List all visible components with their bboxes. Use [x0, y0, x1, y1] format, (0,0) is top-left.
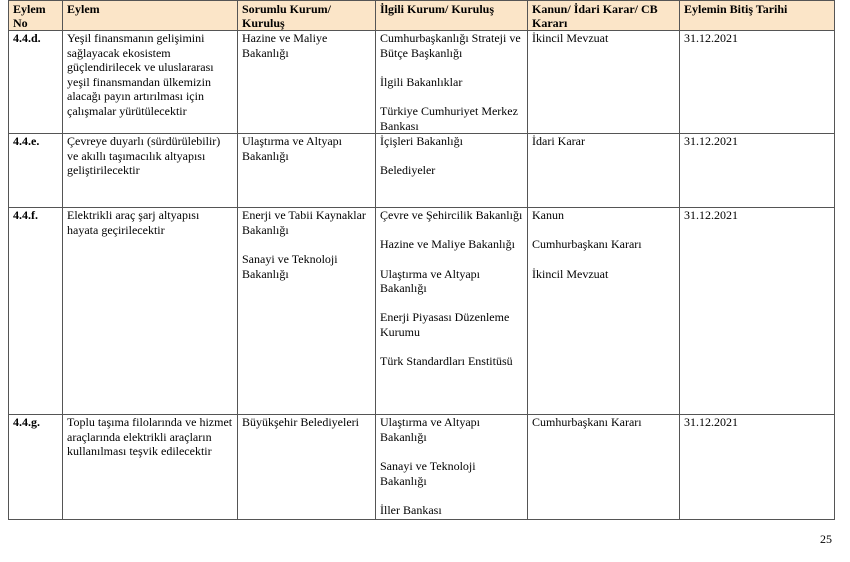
- deadline-date: 31.12.2021: [680, 31, 835, 134]
- action-number: 4.4.g.: [9, 415, 63, 520]
- responsible-institution: Sanayi ve Teknoloji Bakanlığı: [242, 251, 338, 281]
- related-cell: [376, 134, 528, 208]
- related-institution: Ulaştırma ve Altyapı Bakanlığı: [380, 266, 480, 296]
- legal-basis: Kanun: [532, 208, 564, 223]
- table-row: [9, 134, 835, 208]
- related-institution: İller Bankası: [380, 502, 442, 517]
- related-cell: [376, 208, 528, 415]
- table-row: [9, 415, 835, 520]
- legal-cell: [528, 208, 680, 415]
- responsible-institution: Enerji ve Tabii Kaynaklar Bakanlığı: [242, 208, 366, 237]
- table-row: [9, 31, 835, 134]
- related-institution: Belediyeler: [380, 163, 436, 178]
- related-institution: Ulaştırma ve Altyapı Bakanlığı: [380, 415, 480, 444]
- related-cell: [376, 31, 528, 134]
- related-institution: Enerji Piyasası Düzenleme Kurumu: [380, 310, 510, 339]
- action-text: Çevreye duyarlı (sürdürülebilir) ve akıllı taşımacılık altyapısı geliştirilecektir: [63, 134, 238, 208]
- legal-cell: [528, 415, 680, 520]
- header-deadline: Eylemin Bitiş Tarihi: [680, 1, 835, 31]
- legal-basis: Cumhurbaşkanı Kararı: [532, 415, 642, 430]
- responsible-cell: [238, 208, 376, 415]
- related-institution: Sanayi ve Teknoloji Bakanlığı: [380, 458, 476, 488]
- related-institution: İlgili Bakanlıklar: [380, 74, 463, 89]
- action-plan-table: [8, 0, 835, 520]
- action-number: 4.4.e.: [9, 134, 63, 208]
- header-legal-basis: Kanun/ İdari Karar/ CB Kararı: [528, 1, 680, 31]
- deadline-date: 31.12.2021: [680, 134, 835, 208]
- action-text: Toplu taşıma filolarında ve hizmet araçlarında elektrikli araçların kullanılması teşvik edilecektir: [63, 415, 238, 520]
- responsible-cell: [238, 134, 376, 208]
- legal-cell: [528, 134, 680, 208]
- related-institution: Türk Standardları Enstitüsü: [380, 354, 513, 369]
- related-institution: Türkiye Cumhuriyet Merkez Bankası: [380, 103, 518, 133]
- related-cell: [376, 415, 528, 520]
- responsible-institution: Büyükşehir Belediyeleri: [242, 415, 359, 430]
- legal-basis: İdari Karar: [532, 134, 585, 149]
- action-number: 4.4.f.: [9, 208, 63, 415]
- legal-basis: İkincil Mevzuat: [532, 266, 609, 281]
- header-related: İlgili Kurum/ Kuruluş: [376, 1, 528, 31]
- header-row: [9, 1, 835, 31]
- action-text: Yeşil finansmanın gelişimini sağlayacak ekosistem güçlendirilecek ve uluslararası yeşil finansmandan ülkemizin alacağı payın artırılması için çalışmalar yürütülecektir: [63, 31, 238, 134]
- action-text: Elektrikli araç şarj altyapısı hayata geçirilecektir: [63, 208, 238, 415]
- responsible-institution: Ulaştırma ve Altyapı Bakanlığı: [242, 134, 342, 163]
- related-institution: Hazine ve Maliye Bakanlığı: [380, 237, 515, 252]
- page-number: 25: [820, 532, 832, 546]
- deadline-date: 31.12.2021: [680, 415, 835, 520]
- action-number: 4.4.d.: [9, 31, 63, 134]
- legal-basis: Cumhurbaşkanı Kararı: [532, 237, 642, 252]
- related-institution: Çevre ve Şehircilik Bakanlığı: [380, 208, 523, 223]
- responsible-cell: [238, 31, 376, 134]
- deadline-date: 31.12.2021: [680, 208, 835, 415]
- header-responsible: Sorumlu Kurum/ Kuruluş: [238, 1, 376, 31]
- legal-basis: İkincil Mevzuat: [532, 31, 609, 45]
- legal-cell: [528, 31, 680, 134]
- related-institution: İçişleri Bakanlığı: [380, 134, 463, 149]
- header-action-no: Eylem No: [9, 1, 63, 31]
- related-institution: Cumhurbaşkanlığı Strateji ve Bütçe Başkanlığı: [380, 31, 521, 60]
- responsible-institution: Hazine ve Maliye Bakanlığı: [242, 31, 328, 60]
- header-action: Eylem: [63, 1, 238, 31]
- responsible-cell: [238, 415, 376, 520]
- table-row: [9, 208, 835, 415]
